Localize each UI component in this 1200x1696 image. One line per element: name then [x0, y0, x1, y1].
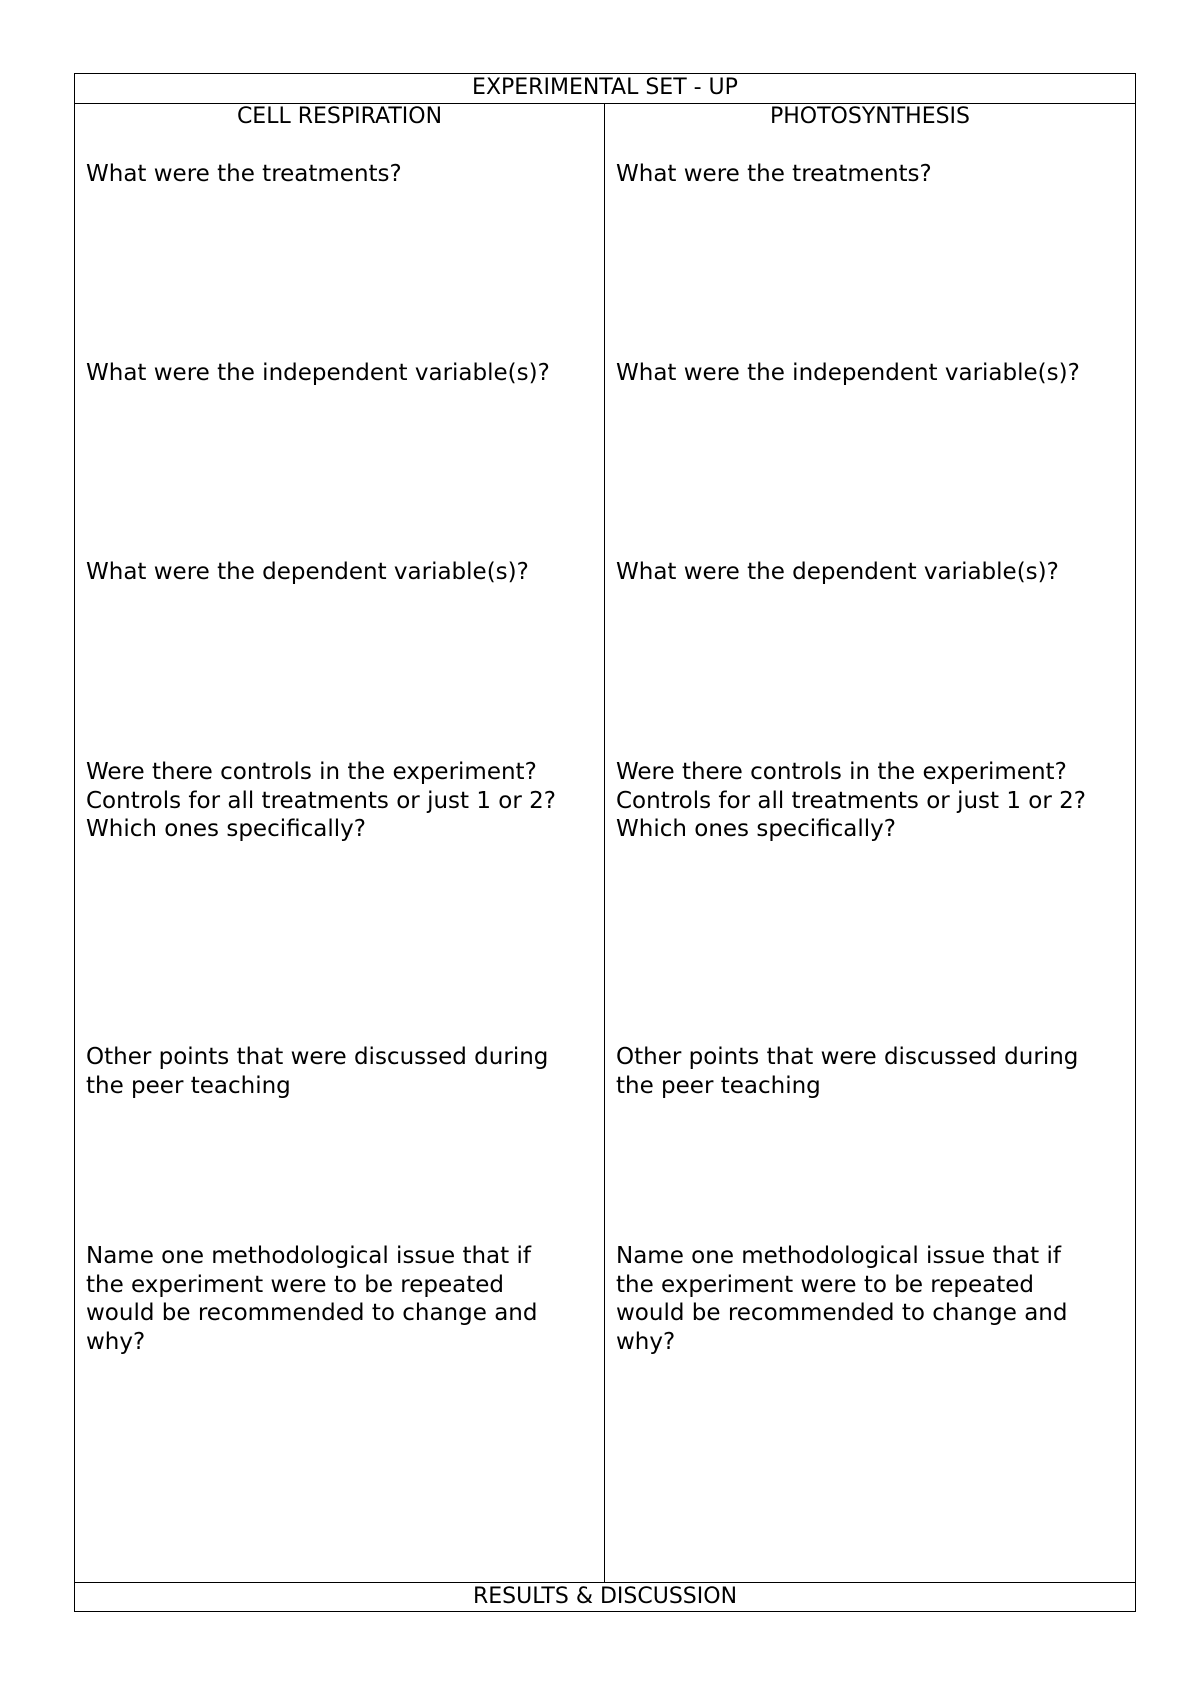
question-methodological-issue: Name one methodological issue that if the experiment were to be repeated would be recommended to change and why?	[86, 1243, 538, 1355]
column-title: CELL RESPIRATION	[236, 104, 443, 129]
question-dependent-variables: What were the dependent variable(s)?	[86, 559, 529, 585]
column-title: PHOTOSYNTHESIS	[769, 104, 971, 129]
experimental-setup-header: EXPERIMENTAL SET - UP	[75, 74, 1135, 104]
question-treatments: What were the treatments?	[616, 161, 932, 187]
results-discussion-header: RESULTS & DISCUSSION	[75, 1582, 1135, 1611]
worksheet-table	[74, 73, 1136, 1612]
question-independent-variables: What were the independent variable(s)?	[616, 360, 1080, 386]
question-controls: Were there controls in the experiment? Controls for all treatments or just 1 or 2? Which ones specifically?	[616, 759, 1086, 842]
question-other-points: Other points that were discussed during the peer teaching	[616, 1044, 1079, 1099]
question-controls: Were there controls in the experiment? Controls for all treatments or just 1 or 2? Which ones specifically?	[86, 759, 556, 842]
question-other-points: Other points that were discussed during the peer teaching	[86, 1044, 549, 1099]
question-treatments: What were the treatments?	[86, 161, 402, 187]
cell-respiration-column	[75, 103, 605, 1583]
question-methodological-issue: Name one methodological issue that if the experiment were to be repeated would be recommended to change and why?	[616, 1243, 1068, 1355]
question-dependent-variables: What were the dependent variable(s)?	[616, 559, 1059, 585]
photosynthesis-column	[605, 103, 1135, 1583]
question-independent-variables: What were the independent variable(s)?	[86, 360, 550, 386]
columns-area	[75, 103, 1135, 1583]
